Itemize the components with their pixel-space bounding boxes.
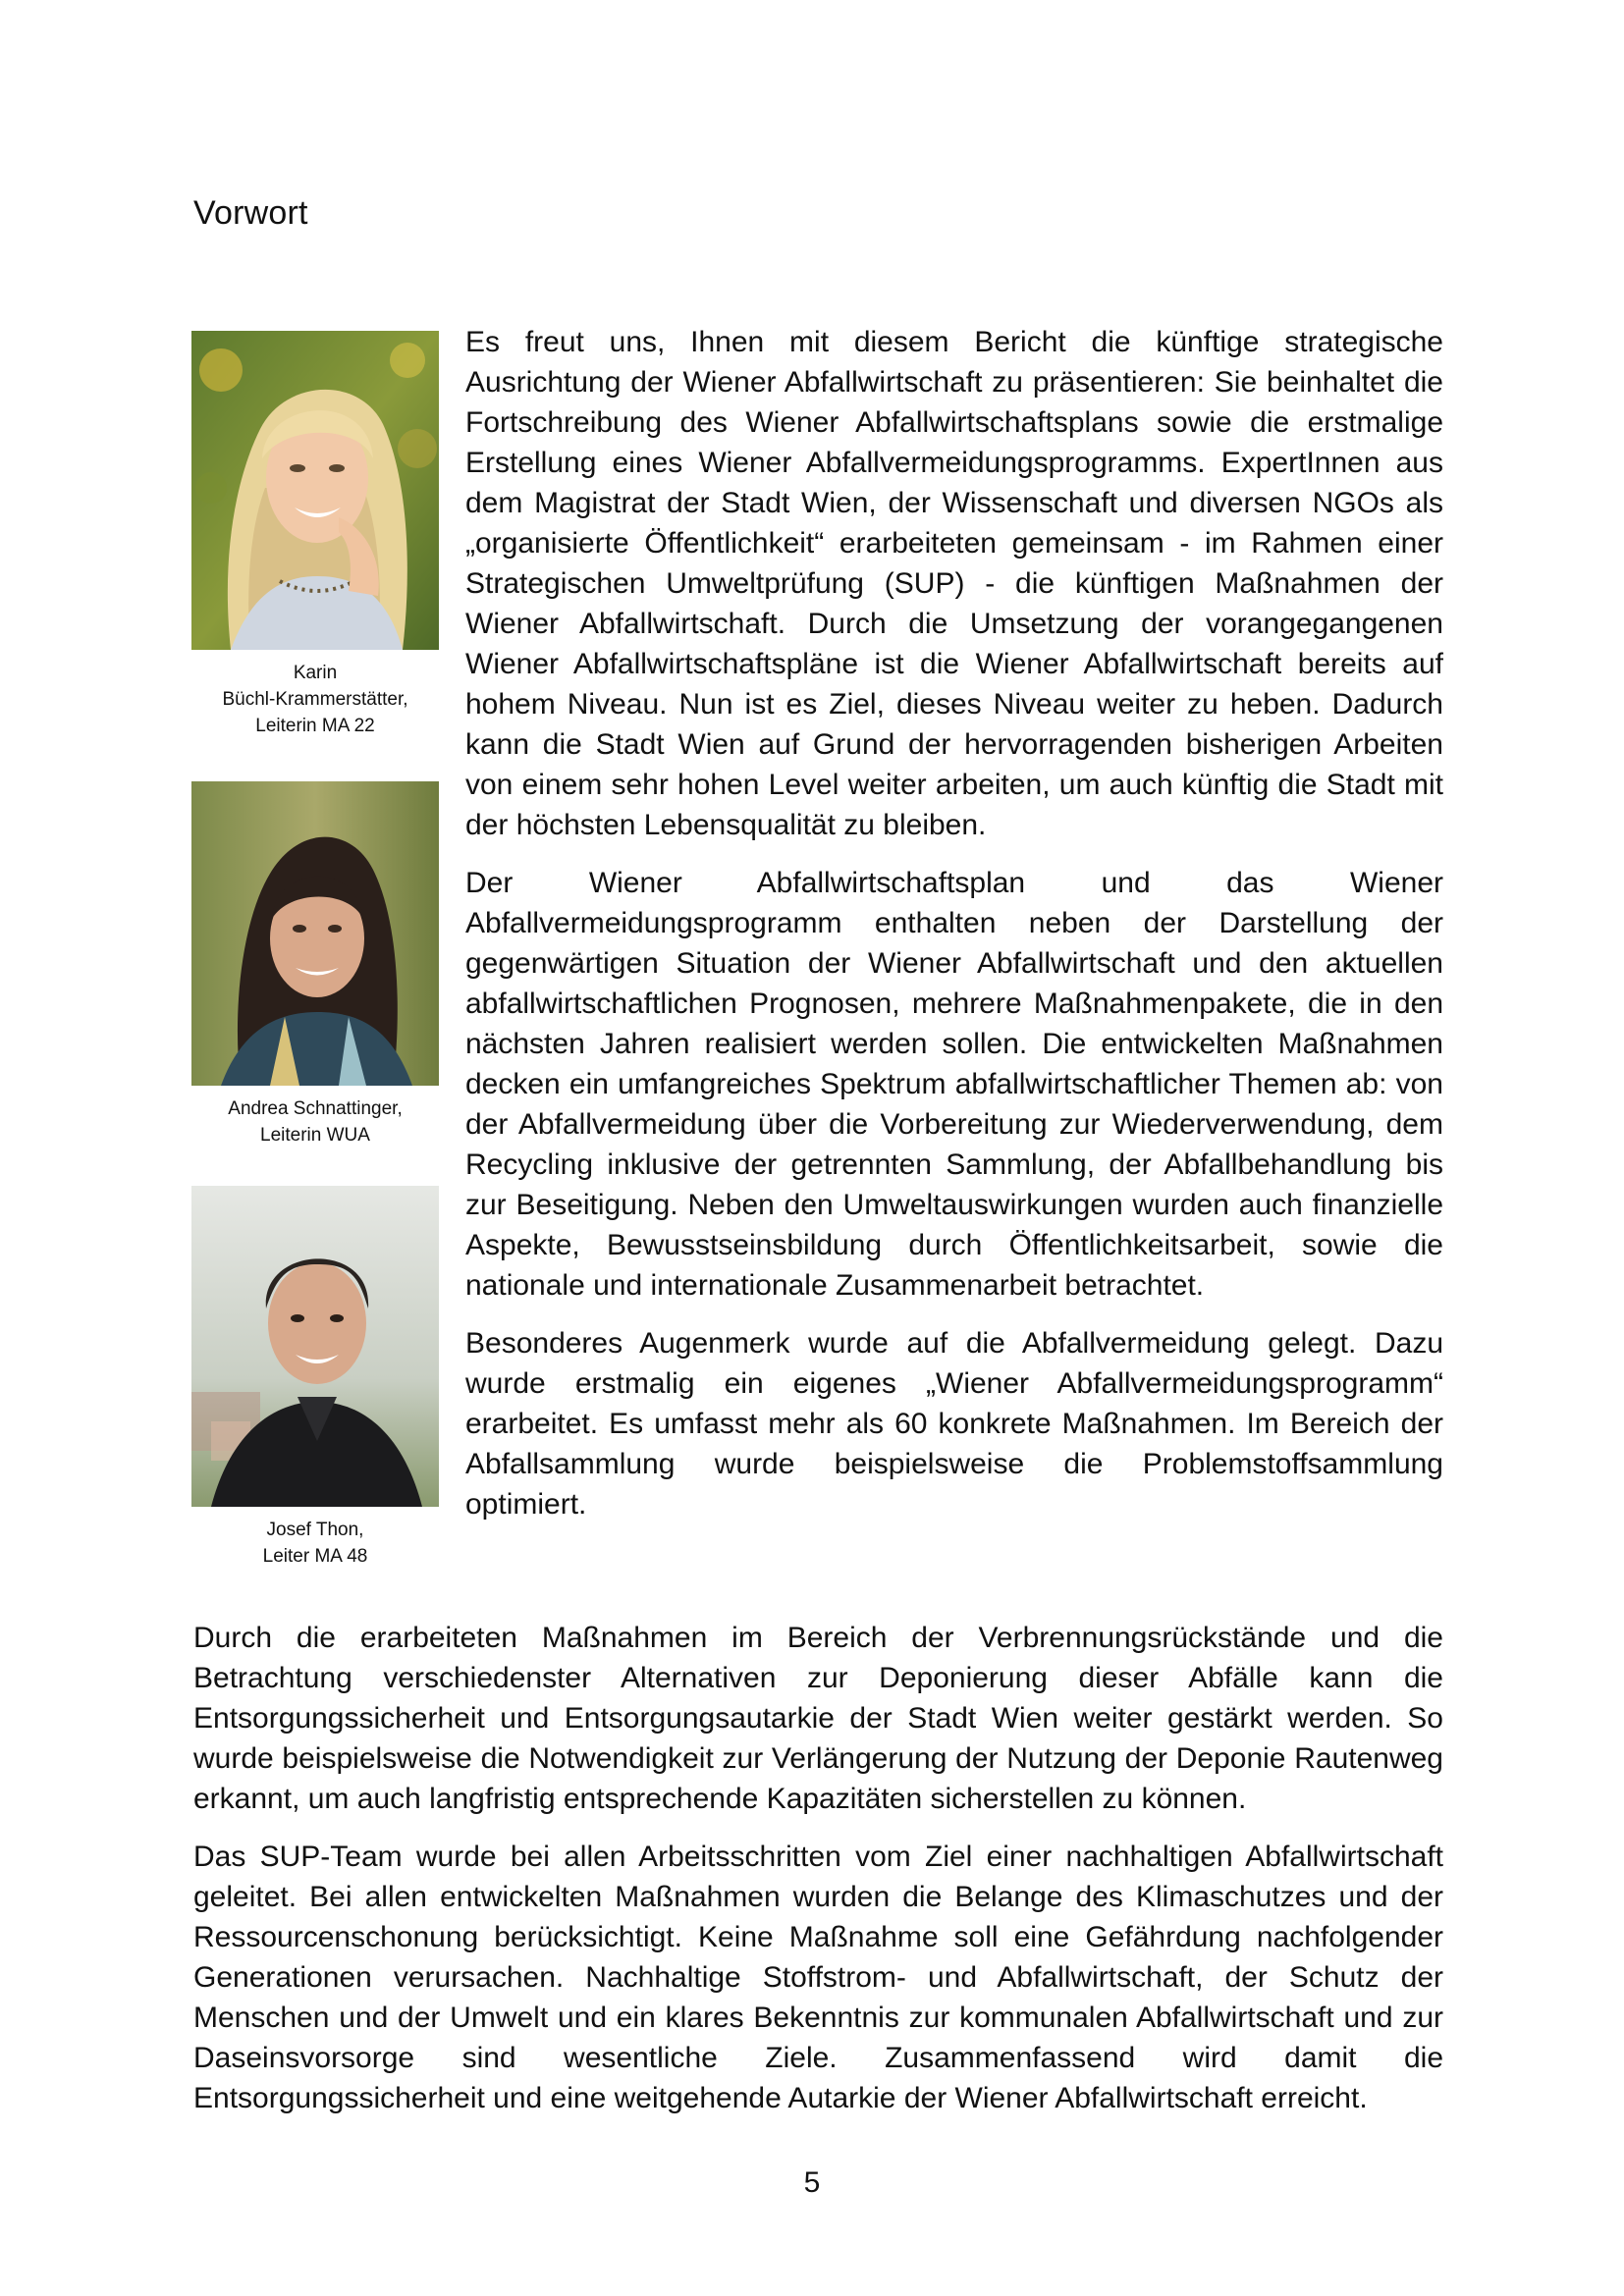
- page-number: 5: [803, 2166, 821, 2199]
- portrait-caption-andrea: [182, 1095, 449, 1148]
- portrait-photo-karin: [191, 331, 439, 650]
- portrait-photo-josef: [191, 1186, 439, 1507]
- caption-name: Andrea Schnattinger,: [228, 1098, 403, 1119]
- caption-role: Leiterin MA 22: [255, 716, 375, 736]
- caption-name-cont: Büchl-Krammerstätter,: [222, 689, 408, 710]
- page-title: Vorwort: [193, 194, 308, 232]
- body-text-full-width: [193, 1618, 1443, 2136]
- paragraph: Besonderes Augenmerk wurde auf die Abfallvermeidung gelegt. Dazu wurde erstmalig ein eigenes „Wiener Abfallvermeidungsprogramm“ erarbeitet. Es umfasst mehr als 60 konkrete Maßnahmen. Im Bereich der Abfallsammlung wurde beispielsweise die Problemstoffsammlung optimiert.: [465, 1327, 1443, 1521]
- portrait-caption-karin: [182, 660, 449, 739]
- paragraph: Der Wiener Abfallwirtschaftsplan und das Wiener Abfallvermeidungsprogramm enthalten neben der Darstellung der gegenwärtigen Situation der Wiener Abfallwirtschaft und den aktuellen abfallwirtschaftlichen Prognosen, mehrere Maßnahmenpakete, die in den nächsten Jahren realisiert werden sollen. Die entwickelten Maßnahmen decken ein umfangreiches Spektrum abfallwirtschaftlicher Themen ab: von der Abfallvermeidung über die Vorbereitung zur Wiederverwendung, dem Recycling inklusive der getrennten Sammlung, der Abfallbehandlung bis zur Beseitigung. Neben den Umweltauswirkungen wurden auch finanzielle Aspekte, Bewusstseinsbildung durch Öffentlichkeitsarbeit, sowie die nationale und internationale Zusammenarbeit betrachtet.: [465, 867, 1443, 1302]
- paragraph: Das SUP-Team wurde bei allen Arbeitsschritten vom Ziel einer nachhaltigen Abfallwirtschaft geleitet. Bei allen entwickelten Maßnahmen wurden die Belange des Klimaschutzes und der Ressourcenschonung berücksichtigt. Keine Maßnahme soll eine Gefährdung nachfolgender Generationen verursachen. Nachhaltige Stoffstrom- und Abfallwirtschaft, der Schutz der Menschen und der Umwelt und ein klares Bekenntnis zur kommunalen Abfallwirtschaft und zur Daseinsvorsorge sind wesentliche Ziele. Zusammenfassend wird damit die Entsorgungssicherheit und eine weitgehende Autarkie der Wiener Abfallwirtschaft erreicht.: [193, 1841, 1443, 2114]
- intro-text-column: [465, 322, 1443, 1542]
- caption-role: Leiter MA 48: [262, 1546, 368, 1567]
- caption-name: Karin: [293, 663, 338, 683]
- portrait-caption-josef: [182, 1517, 449, 1570]
- caption-role: Leiterin WUA: [260, 1125, 370, 1146]
- paragraph: Es freut uns, Ihnen mit diesem Bericht die künftige strategische Ausrichtung der Wiener Abfallwirtschaft zu präsentieren: Sie beinhaltet die Fortschreibung des Wiener Abfallwirtschaftsplans sowie die erstmalige Erstellung eines Wiener Abfallvermeidungsprogramms. ExpertInnen aus dem Magistrat der Stadt Wien, der Wissenschaft und diversen NGOs als „organisierte Öffentlichkeit“ erarbeiteten gemeinsam - im Rahmen einer Strategischen Umweltprüfung (SUP) - die künftigen Maßnahmen der Wiener Abfallwirtschaft. Durch die Umsetzung der vorangegangenen Wiener Abfallwirtschaftspläne ist die Wiener Abfallwirtschaft bereits auf hohem Niveau. Nun ist es Ziel, dieses Niveau weiter zu heben. Dadurch kann die Stadt Wien auf Grund der hervorragenden bisherigen Arbeiten von einem sehr hohen Level weiter arbeiten, um auch künftig die Stadt mit der höchsten Lebensqualität zu bleiben.: [465, 326, 1443, 841]
- caption-name: Josef Thon,: [266, 1520, 364, 1540]
- paragraph: Durch die erarbeiteten Maßnahmen im Bereich der Verbrennungsrückstände und die Betrachtung verschiedenster Alternativen zur Deponierung dieser Abfälle kann die Entsorgungssicherheit und Entsorgungsautarkie der Stadt Wien weiter gestärkt werden. So wurde beispielsweise die Notwendigkeit zur Verlängerung der Nutzung der Deponie Rautenweg erkannt, um auch langfristig entsprechende Kapazitäten sicherstellen zu können.: [193, 1622, 1443, 1815]
- portrait-photo-andrea: [191, 781, 439, 1086]
